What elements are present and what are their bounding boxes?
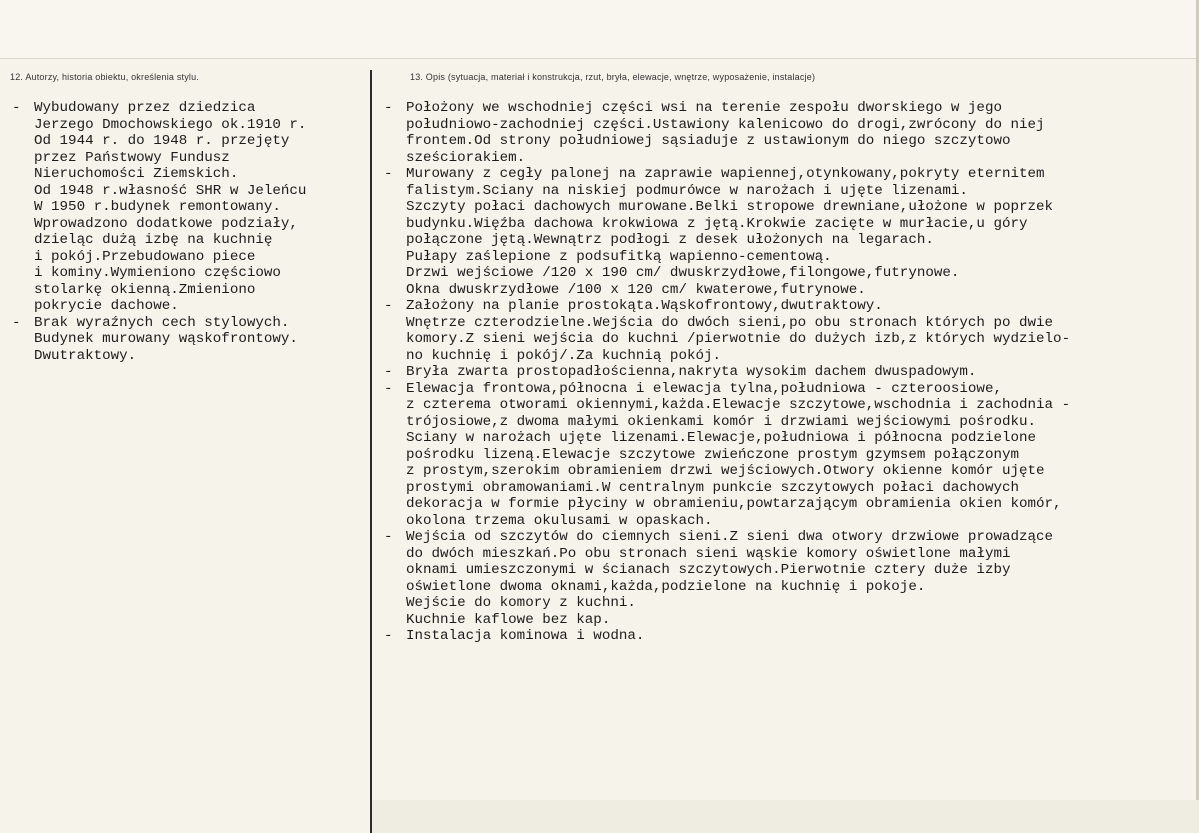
text-line: i pokój.Przebudowano piece: [34, 248, 256, 265]
text-entry: [384, 529, 1194, 628]
text-line: Od 1944 r. do 1948 r. przejęty: [34, 133, 290, 149]
entry-lines: [406, 100, 1194, 166]
text-line: W 1950 r.budynek remontowany.: [34, 199, 281, 215]
entry-lines: [406, 529, 1194, 628]
entry-dash: -: [384, 380, 393, 397]
entry-dash: -: [384, 628, 393, 644]
text-line: Wprowadzono dodatkowe podziały,: [34, 215, 298, 232]
text-entry: [12, 100, 367, 315]
text-line: Dwutraktowy.: [34, 347, 137, 364]
text-line: Okna dwuskrzydłowe /100 x 120 cm/ kwaterowe,futrynowe.: [406, 281, 866, 298]
text-line: Wejścia od szczytów do ciemnych sieni.Z sieni dwa otwory drzwiowe prowadzące: [406, 529, 1054, 545]
text-entry: [384, 381, 1194, 530]
text-line: Drzwi wejściowe /120 x 190 cm/ dwuskrzydłowe,filongowe,futrynowe.: [406, 265, 960, 281]
text-line: prostymi obramowaniami.W centralnym punkcie szczytowych połaci dachowych: [406, 479, 1019, 496]
text-line: Bryła zwarta prostopadłościenna,nakryta wysokim dachem dwuspadowym.: [406, 364, 977, 380]
text-line: z prostym,szerokim obramieniem drzwi wejściowych.Otwory okienne komór ujęte: [406, 463, 1045, 479]
text-line: falistym.Sciany na niskiej podmurówce w narożach i ujęte lizenami.: [406, 182, 968, 199]
entry-dash: -: [384, 100, 393, 116]
text-line: Elewacja frontowa,północna i elewacja tylna,południowa - czteroosiowe,: [406, 380, 1002, 397]
description-column: [384, 100, 1194, 645]
text-line: Założony na planie prostokąta.Wąskofrontowy,dwutraktowy.: [406, 298, 883, 314]
text-line: oknami umieszczonymi w ścianach szczytowych.Pierwotnie cztery duże izby: [406, 562, 1011, 578]
entry-lines: [406, 298, 1194, 364]
entry-lines: [34, 315, 367, 365]
entry-lines: [34, 100, 367, 315]
section-12-header: 12. Autorzy, historia obiektu, określenia stylu.: [10, 72, 200, 82]
text-line: pokrycie dachowe.: [34, 298, 179, 314]
text-line: Położony we wschodniej części wsi na terenie zespołu dworskiego w jego: [406, 100, 1002, 116]
text-line: przez Państwowy Fundusz: [34, 149, 230, 166]
text-line: połączone jętą.Wewnątrz podłogi z desek ułożonych na legarach.: [406, 232, 934, 248]
text-line: Budynek murowany wąskofrontowy.: [34, 331, 298, 347]
text-line: Murowany z cegły palonej na zaprawie wapiennej,otynkowany,pokryty eternitem: [406, 166, 1045, 182]
history-column: [12, 100, 367, 364]
entry-dash: -: [384, 166, 393, 182]
text-line: do dwóch mieszkań.Po obu stronach sieni wąskie komory oświetlone małymi: [406, 545, 1011, 562]
entry-dash: -: [12, 100, 21, 116]
text-line: południowo-zachodniej części.Ustawiony kalenicowo do drogi,zwrócony do niej: [406, 116, 1045, 133]
text-line: Instalacja kominowa i wodna.: [406, 628, 645, 644]
text-line: komory.Z sieni wejścia do kuchni /pierwotnie do dużych izb,z których wydzielo-: [406, 331, 1071, 347]
text-line: z czterema otworami okiennymi,każda.Elewacje szczytowe,wschodnia i zachodnia -: [406, 397, 1071, 413]
text-line: Brak wyraźnych cech stylowych.: [34, 314, 290, 331]
text-line: no kuchnię i pokój/.Za kuchnią pokój.: [406, 347, 722, 364]
top-margin-band: [0, 0, 1199, 59]
text-entry: [384, 364, 1194, 381]
text-line: Szczyty połaci dachowych murowane.Belki stropowe drewniane,ułożone w poprzek: [406, 199, 1054, 215]
text-line: oświetlone dwoma oknami,każda,podzielone na kuchnię i pokoje.: [406, 578, 926, 595]
text-line: Wejście do komory z kuchni.: [406, 595, 636, 611]
entry-lines: [406, 628, 1194, 645]
bottom-strip: [372, 800, 1199, 833]
entry-lines: [406, 364, 1194, 381]
text-line: pośrodku lizeną.Elewacje szczytowe zwieńczone prostym gzymsem połączonym: [406, 446, 1019, 463]
text-line: okolona trzema okulusami w opaskach.: [406, 512, 713, 529]
text-line: stolarkę okienną.Zmieniono: [34, 281, 256, 298]
text-entry: [384, 100, 1194, 166]
text-line: trójosiowe,z dwoma małymi okienkami komór i drzwiami wejściowymi pośrodku.: [406, 413, 1037, 430]
text-line: sześciorakiem.: [406, 149, 526, 166]
text-line: dekoracja w formie płyciny w obramieniu,powtarzającym obramienia okien komór,: [406, 496, 1062, 512]
entry-lines: [406, 381, 1194, 530]
entry-dash: -: [384, 364, 393, 380]
entry-dash: -: [384, 298, 393, 314]
entry-dash: -: [12, 314, 21, 331]
text-entry: [384, 166, 1194, 298]
text-entry: [384, 298, 1194, 364]
entry-lines: [406, 166, 1194, 298]
text-line: Od 1948 r.własność SHR w Jeleńcu: [34, 182, 307, 199]
text-entry: [384, 628, 1194, 645]
column-divider: [370, 70, 372, 833]
text-line: frontem.Od strony południowej sąsiaduje z ustawionym do niego szczytowo: [406, 133, 1011, 149]
text-line: Sciany w narożach ujęte lizenami.Elewacje,południowa i północna podzielone: [406, 430, 1037, 446]
text-line: Kuchnie kaflowe bez kap.: [406, 611, 611, 628]
section-13-header: 13. Opis (sytuacja, materiał i konstrukcja, rzut, bryła, elewacje, wnętrze, wyposażenie, instalacje): [410, 72, 816, 82]
text-line: Nieruchomości Ziemskich.: [34, 166, 239, 182]
text-entry: [12, 315, 367, 365]
text-line: Jerzego Dmochowskiego ok.1910 r.: [34, 116, 307, 133]
text-line: budynku.Więźba dachowa krokwiowa z jętą.Krokwie zacięte w murłacie,u góry: [406, 215, 1028, 232]
text-line: i kominy.Wymieniono częściowo: [34, 265, 281, 281]
text-line: Pułapy zaślepione z podsufitką wapienno-cementową.: [406, 248, 832, 265]
entry-dash: -: [384, 529, 393, 545]
text-line: Wnętrze czterodzielne.Wejścia do dwóch sieni,po obu stronach których po dwie: [406, 314, 1054, 331]
text-line: Wybudowany przez dziedzica: [34, 100, 256, 116]
text-line: dzieląc dużą izbę na kuchnię: [34, 232, 273, 248]
